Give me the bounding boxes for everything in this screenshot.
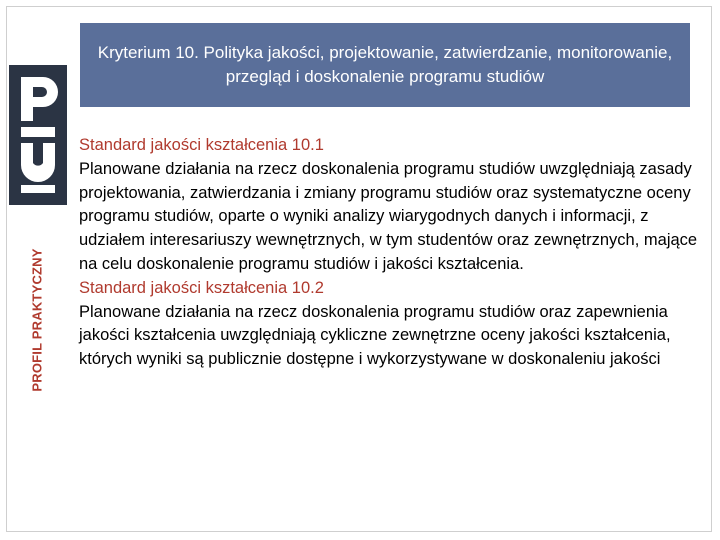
- standard-title-1: Standard jakości kształcenia 10.1: [79, 136, 324, 154]
- standard-text-1: Planowane działania na rzecz doskonalenia programu studiów uwzględniają zasady projektowania, zatwierdzania i zmiany programu studiów oraz systematyczne oceny programu studiów, oparte o wyniki analizy wiarygodnych danych i informacji, z udziałem interesariuszy wewnętrznych, w tym studentów oraz zewnętrznych, mające na celu doskonalenie programu studiów i jakości kształcenia.: [79, 159, 698, 273]
- side-label: PROFIL PRAKTYCZNY: [29, 248, 45, 392]
- content-area: [79, 134, 699, 372]
- header-title: Kryterium 10. Polityka jakości, projektowanie, zatwierdzanie, monitorowanie, przegląd i doskonalenie programu studiów: [97, 43, 673, 86]
- header-banner: [80, 23, 690, 107]
- standard-text-2: Planowane działania na rzecz doskonalenia programu studiów oraz zapewnienia jakości kształcenia uwzględniają cykliczne zewnętrzne oceny jakości kształcenia, których wyniki są publicznie dostępne i wykorzystywane w doskonaleniu jakości: [79, 302, 671, 369]
- standard-title-2: Standard jakości kształcenia 10.2: [79, 278, 324, 297]
- pka-logo-icon: [9, 65, 67, 205]
